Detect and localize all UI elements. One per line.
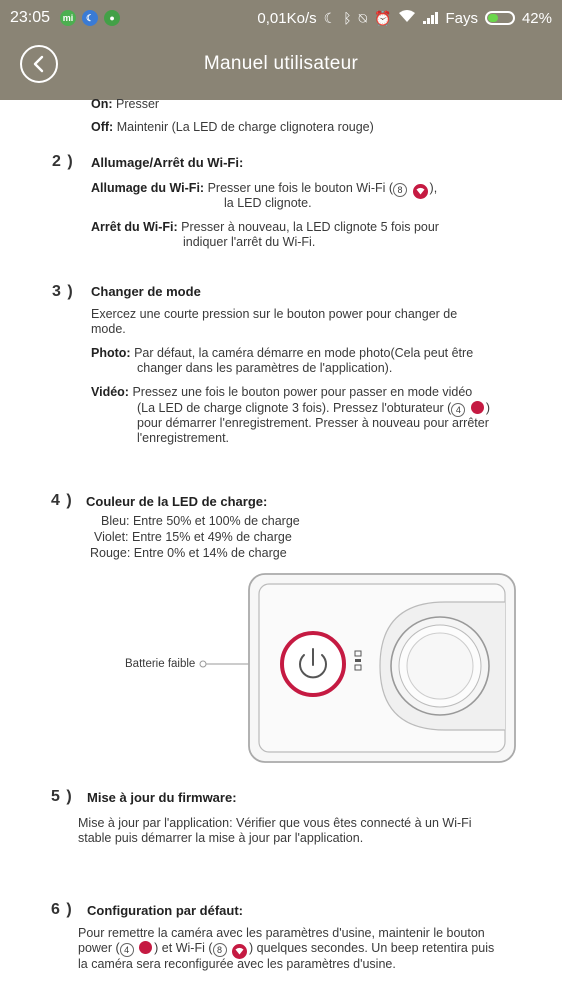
mode-intro-1: Exercez une courte pression sur le bouton power pour changer de bbox=[91, 307, 458, 321]
power-icon bbox=[282, 633, 344, 695]
carrier-name: Fays bbox=[445, 9, 478, 27]
section-number: 6 ) bbox=[51, 901, 73, 918]
power-button-icon bbox=[139, 941, 152, 954]
photo-line-2: changer dans les paramètres de l'application). bbox=[137, 361, 393, 375]
shutter-icon bbox=[471, 401, 484, 414]
mi-icon: mi bbox=[60, 10, 76, 26]
moon-icon: ☾ bbox=[323, 9, 337, 26]
status-time: 23:05 bbox=[10, 9, 51, 26]
section-number: 3 ) bbox=[52, 283, 74, 300]
moon-icon: ☾ bbox=[82, 10, 98, 26]
reset-line-2: power ( 4 ) et Wi-Fi ( 8 ) quelques secondes. Un beep retentira puis bbox=[78, 940, 494, 959]
firmware-line-2: stable puis démarrer la mise à jour par l'application. bbox=[78, 831, 364, 845]
back-arrow-icon bbox=[32, 55, 46, 73]
section-number: 2 ) bbox=[52, 153, 74, 170]
video-line-1: Vidéo: Pressez une fois le bouton power pour passer en mode vidéo bbox=[91, 385, 473, 399]
page-title: Manuel utilisateur bbox=[203, 53, 359, 74]
net-speed: 0,01Ko/s bbox=[257, 9, 317, 27]
status-bar bbox=[0, 0, 562, 36]
wifi-off-line-2: indiquer l'arrêt du Wi-Fi. bbox=[183, 235, 316, 249]
battery-icon bbox=[485, 11, 515, 25]
power-off-line: Off: Maintenir (La LED de charge clignotera rouge) bbox=[91, 120, 374, 134]
video-line-4: l'enregistrement. bbox=[137, 431, 230, 445]
led-violet: Violet: Entre 15% et 49% de charge bbox=[94, 530, 292, 544]
wifi-button-icon bbox=[413, 184, 428, 199]
mode-intro-2: mode. bbox=[91, 322, 126, 336]
camera-diagram bbox=[0, 565, 562, 765]
wifi-off-line: Arrêt du Wi-Fi: Presser à nouveau, la LED clignote 5 fois pour bbox=[91, 220, 439, 234]
bluetooth-icon: ᛒ bbox=[343, 10, 352, 26]
manual-document bbox=[0, 97, 562, 1000]
wifi-on-line-2: la LED clignote. bbox=[224, 196, 312, 210]
video-line-2: (La LED de charge clignote 3 fois). Pressez l'obturateur ( 4 ) bbox=[137, 401, 491, 415]
alarm-icon: ⏰ bbox=[374, 9, 392, 26]
section-title: Changer de mode bbox=[91, 284, 201, 299]
section-title: Mise à jour du firmware: bbox=[87, 790, 237, 805]
wifi-icon bbox=[398, 9, 416, 27]
reset-line-3: la caméra sera reconfigurée avec les paramètres d'usine. bbox=[78, 957, 396, 971]
wechat-icon: ● bbox=[104, 10, 120, 26]
reset-line-1: Pour remettre la caméra avec les paramètres d'usine, maintenir le bouton bbox=[78, 926, 485, 940]
video-line-3: pour démarrer l'enregistrement. Presser à nouveau pour arrêter bbox=[137, 416, 489, 430]
section-title: Couleur de la LED de charge: bbox=[86, 494, 268, 509]
battery-percent: 42% bbox=[521, 9, 552, 27]
led-red: Rouge: Entre 0% et 14% de charge bbox=[90, 546, 287, 560]
power-on-line: On: Presser bbox=[91, 97, 160, 111]
app-bar bbox=[0, 36, 562, 100]
signal-icon bbox=[423, 12, 438, 24]
battery-low-label: Batterie faible bbox=[125, 658, 196, 670]
firmware-line-1: Mise à jour par l'application: Vérifier que vous êtes connecté à un Wi-Fi bbox=[78, 816, 472, 830]
section-title: Allumage/Arrêt du Wi-Fi: bbox=[91, 155, 244, 170]
section-title: Configuration par défaut: bbox=[87, 903, 243, 918]
wifi-on-line: Allumage du Wi-Fi: Presser une fois le bouton Wi-Fi ( 8 ), bbox=[91, 180, 437, 199]
vibrate-off-icon: ⍉ bbox=[358, 9, 368, 26]
led-blue: Bleu: Entre 50% et 100% de charge bbox=[101, 514, 300, 528]
section-number: 5 ) bbox=[51, 788, 73, 805]
back-button[interactable] bbox=[20, 45, 58, 83]
photo-line-1: Photo: Par défaut, la caméra démarre en mode photo(Cela peut être bbox=[91, 346, 474, 360]
section-number: 4 ) bbox=[51, 492, 73, 509]
